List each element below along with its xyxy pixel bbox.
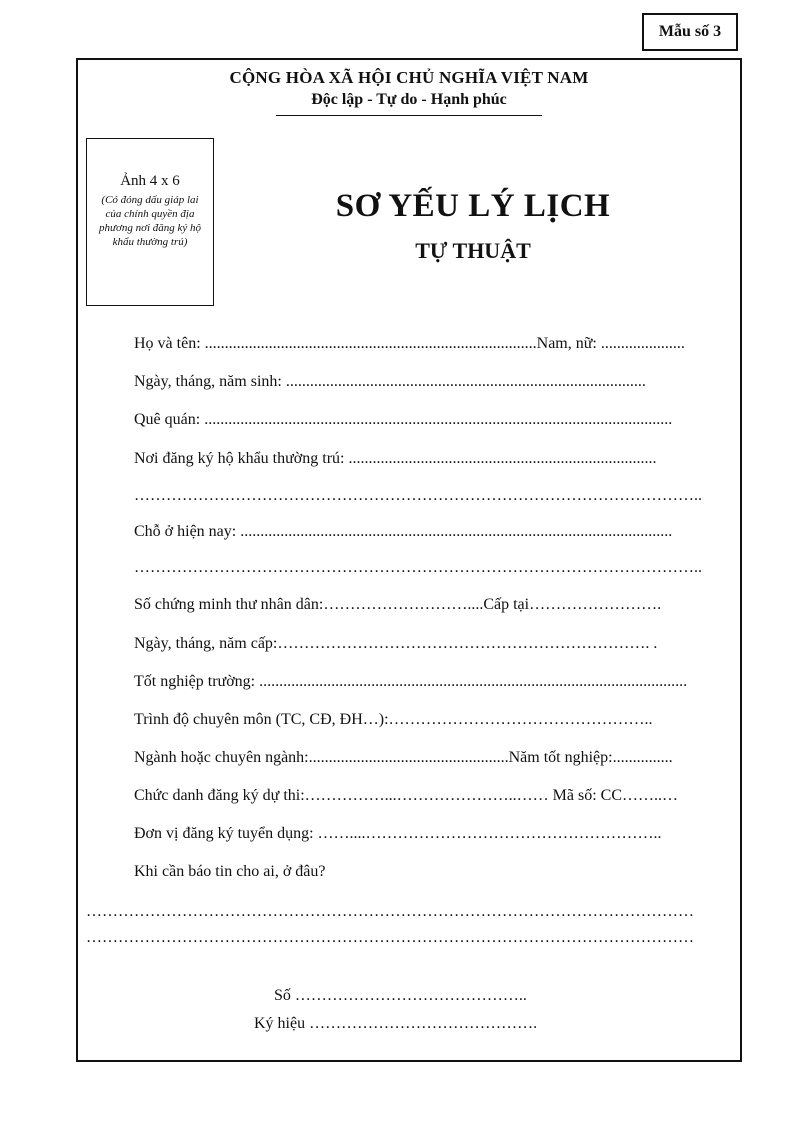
archive-number[interactable]: Số …………………………………….. (274, 987, 527, 1004)
photo-stamp-note: (Có đóng dấu giáp lai của chính quyền địa phương nơi đăng ký hộ khẩu thường trú) (98, 194, 202, 248)
field-hometown[interactable]: Quê quán: ..................................................................................................................... (134, 411, 673, 428)
document-title: SƠ YẾU LÝ LỊCH (335, 188, 611, 224)
field-current-address[interactable]: Chỗ ở hiện nay: ............................................................................................................ (134, 523, 673, 540)
field-graduated-school[interactable]: Tốt nghiệp trường: ........................................................................................................... (134, 673, 688, 690)
field-emergency-contact-line-2[interactable]: …………………………………………………………………………………………………… (86, 929, 694, 946)
field-permanent-residence-continued[interactable]: …………………………………………………………………………………………….. (134, 487, 702, 504)
field-issue-date[interactable]: Ngày, tháng, năm cấp:……………………………………………………………. . (134, 635, 658, 652)
country-name: CỘNG HÒA XÃ HỘI CHỦ NGHĨA VIỆT NAM (229, 68, 589, 87)
field-exam-position[interactable]: Chức danh đăng ký dự thi:……………...…………………..…… Mã số: CC……..… (134, 787, 678, 804)
field-qualification[interactable]: Trình độ chuyên môn (TC, CĐ, ĐH…):………………………………………….. (134, 711, 653, 728)
form-frame (76, 58, 742, 1062)
field-emergency-contact-label: Khi cần báo tin cho ai, ở đâu? (134, 863, 326, 880)
field-date-of-birth[interactable]: Ngày, tháng, năm sinh: .......................................................................................... (134, 373, 646, 390)
document-subtitle: TỰ THUẬT (415, 238, 531, 263)
field-current-address-continued[interactable]: …………………………………………………………………………………………….. (134, 559, 702, 576)
photo-size-label: Ảnh 4 x 6 (120, 173, 180, 189)
archive-symbol[interactable]: Ký hiệu ……………………………………. (254, 1015, 538, 1032)
field-id-card[interactable]: Số chứng minh thư nhân dân:………………………....Cấp tại……………………. (134, 596, 662, 613)
field-permanent-residence[interactable]: Nơi đăng ký hộ khẩu thường trú: ............................................................................. (134, 450, 657, 467)
national-motto: Độc lập - Tự do - Hạnh phúc (311, 91, 507, 108)
field-recruiting-unit[interactable]: Đơn vị đăng ký tuyển dụng: ……....……………………………………………….. (134, 825, 662, 842)
field-full-name[interactable]: Họ và tên: ...................................................................................Nam, nữ: ..................... (134, 335, 685, 352)
form-fields (78, 60, 740, 1060)
form-code-label: Mẫu số 3 (642, 13, 738, 51)
field-emergency-contact-line-1[interactable]: …………………………………………………………………………………………………… (86, 903, 694, 920)
field-major-graduation-year[interactable]: Ngành hoặc chuyên ngành:..................................................Năm tốt nghiệp:............... (134, 749, 673, 766)
